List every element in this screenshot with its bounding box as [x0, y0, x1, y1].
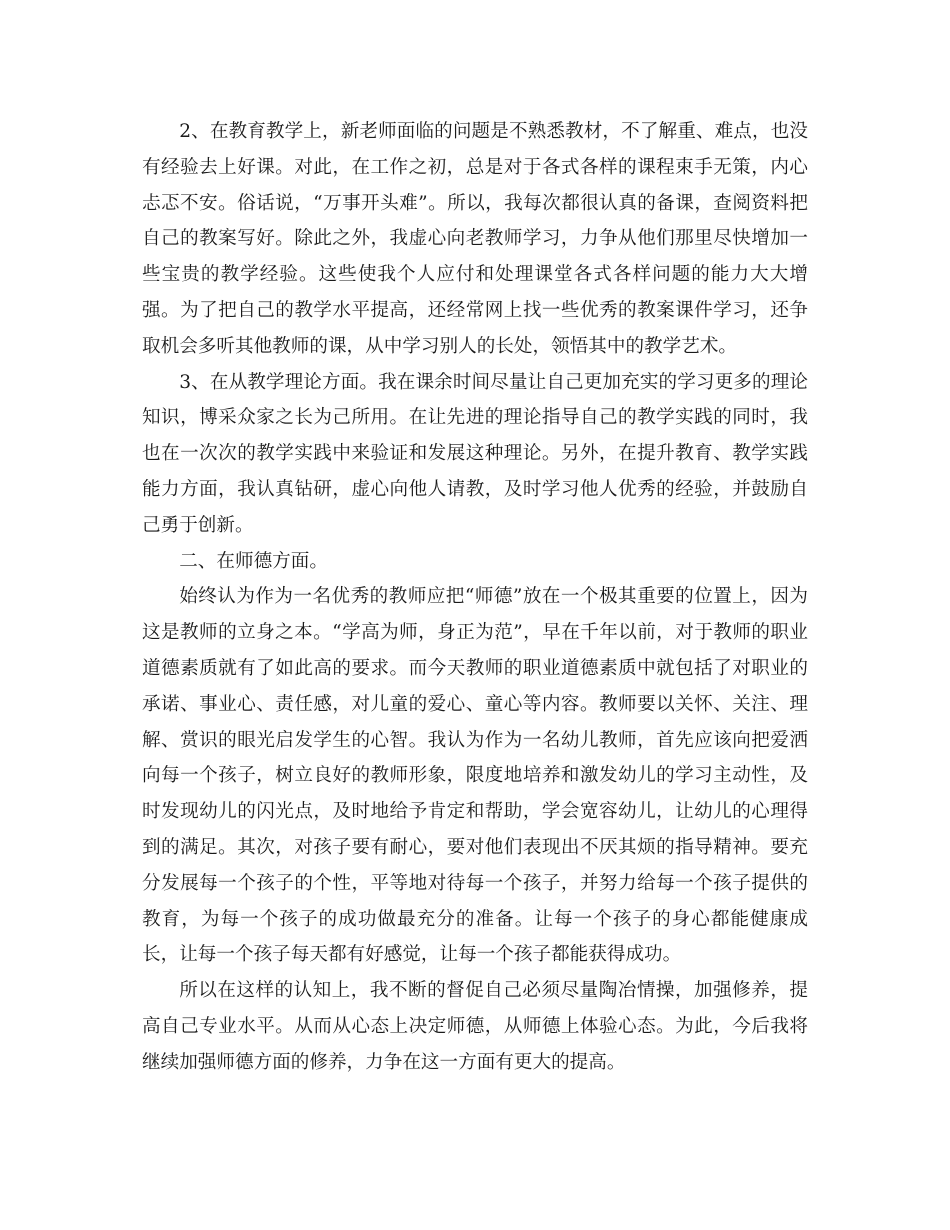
paragraph-conclusion: 所以在这样的认知上，我不断的督促自己必须尽量陶冶情操，加强修养，提高自己专业水平。从而从心态上决定师德，从师德上体验心态。为此，今后我将继续加强师德方面的修养，力争在这一方面有更大的提高。	[142, 980, 808, 1073]
document-body	[142, 114, 808, 1081]
paragraph-teacher-ethics: 始终认为作为一名优秀的教师应把“师德”放在一个极其重要的位置上，因为这是教师的立身之本。“学高为师，身正为范”，早在千年以前，对于教师的职业道德素质就有了如此高的要求。而今天教师的职业道德素质中就包括了对职业的承诺、事业心、责任感，对儿童的爱心、童心等内容。教师要以关怀、关注、理解、赏识的眼光启发学生的心智。我认为作为一名幼儿教师，首先应该向把爱洒向每一个孩子，树立良好的教师形象，限度地培养和激发幼儿的学习主动性，及时发现幼儿的闪光点，及时地给予肯定和帮助，学会宽容幼儿，让幼儿的心理得到的满足。其次，对孩子要有耐心，要对他们表现出不厌其烦的指导精神。要充分发展每一个孩子的个性，平等地对待每一个孩子，并努力给每一个孩子提供的教育，为每一个孩子的成功做最充分的准备。让每一个孩子的身心都能健康成长，让每一个孩子每天都有好感觉，让每一个孩子都能获得成功。	[142, 586, 808, 966]
section-heading-teacher-ethics: 二、在师德方面。	[179, 550, 328, 572]
paragraph-teaching-practice: 2、在教育教学上，新老师面临的问题是不熟悉教材，不了解重、难点，也没有经验去上好课。对此，在工作之初，总是对于各式各样的课程束手无策，内心忐忑不安。俗话说，“万事开头难”。所以，我每次都很认真的备课，查阅资料把自己的教案写好。除此之外，我虚心向老教师学习，力争从他们那里尽快增加一些宝贵的教学经验。这些使我个人应付和处理课堂各式各样问题的能力大大增强。为了把自己的教学水平提高，还经常网上找一些优秀的教案课件学习，还争取机会多听其他教师的课，从中学习别人的长处，领悟其中的教学艺术。	[142, 121, 808, 357]
paragraph-teaching-theory: 3、在从教学理论方面。我在课余时间尽量让自己更加充实的学习更多的理论知识，博采众家之长为己所用。在让先进的理论指导自己的教学实践的同时，我也在一次次的教学实践中来验证和发展这种理论。另外，在提升教育、教学实践能力方面，我认真钻研，虚心向他人请教，及时学习他人优秀的经验，并鼓励自己勇于创新。	[142, 371, 808, 536]
